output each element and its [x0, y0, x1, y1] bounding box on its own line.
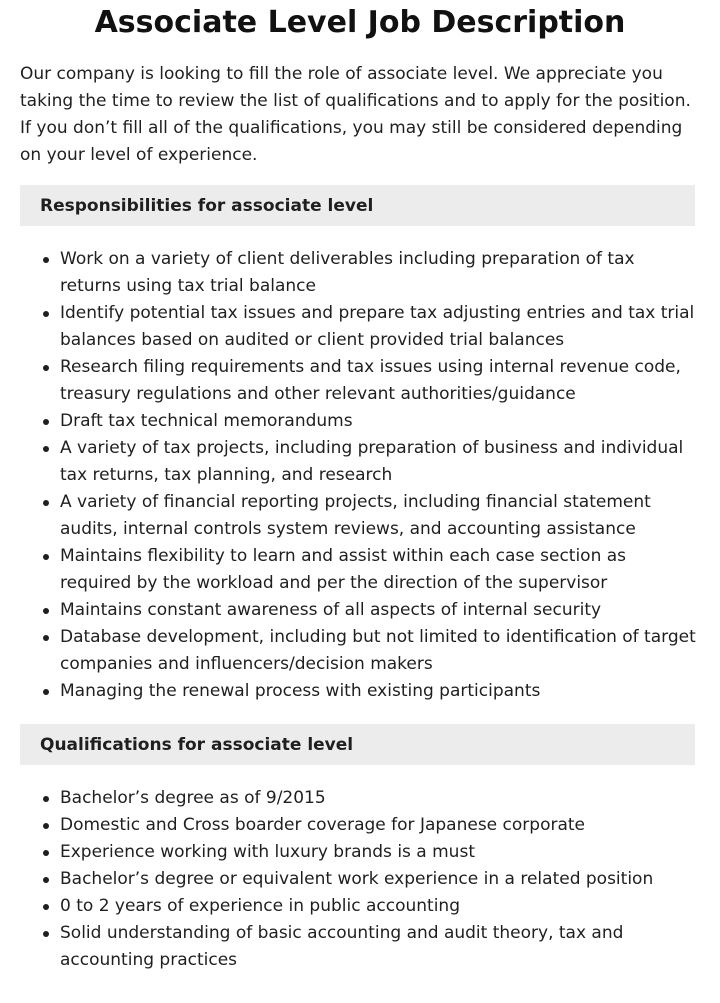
- list-item: [60, 920, 698, 974]
- list-item: [60, 489, 698, 543]
- bullet-icon: [43, 877, 49, 883]
- responsibilities-list: [0, 246, 720, 705]
- list-item-text: Work on a variety of client deliverables including preparation of tax returns using tax trial balance: [60, 249, 635, 296]
- bullet-icon: [43, 554, 49, 560]
- bullet-icon: [43, 419, 49, 425]
- bullet-icon: [43, 608, 49, 614]
- list-item-text: A variety of financial reporting projects, including financial statement audits, internal controls system reviews, and accounting assistance: [60, 492, 651, 539]
- list-item-text: Managing the renewal process with existing participants: [60, 681, 541, 701]
- list-item: [60, 812, 698, 839]
- list-item-text: Maintains flexibility to learn and assist within each case section as required by the workload and per the direction of the supervisor: [60, 546, 627, 593]
- bullet-icon: [43, 311, 49, 317]
- list-item: [60, 543, 698, 597]
- list-item: [60, 435, 698, 489]
- list-item-text: Identify potential tax issues and prepare tax adjusting entries and tax trial balances based on audited or client provided trial balances: [60, 303, 695, 350]
- list-item-text: 0 to 2 years of experience in public accounting: [60, 896, 460, 916]
- bullet-icon: [43, 904, 49, 910]
- list-item-text: Bachelor’s degree or equivalent work experience in a related position: [60, 869, 654, 889]
- bullet-icon: [43, 500, 49, 506]
- list-item-text: Database development, including but not limited to identification of target companies and influencers/decision makers: [60, 627, 696, 674]
- bullet-icon: [43, 823, 49, 829]
- list-item-text: Domestic and Cross boarder coverage for Japanese corporate: [60, 815, 585, 835]
- bullet-icon: [43, 365, 49, 371]
- bullet-icon: [43, 635, 49, 641]
- bullet-icon: [43, 689, 49, 695]
- list-item: [60, 246, 698, 300]
- list-item-text: Solid understanding of basic accounting and audit theory, tax and accounting practices: [60, 923, 624, 970]
- list-item: [60, 597, 698, 624]
- list-item-text: Bachelor’s degree as of 9/2015: [60, 788, 326, 808]
- list-item-text: A variety of tax projects, including preparation of business and individual tax returns, tax planning, and research: [60, 438, 684, 485]
- qualifications-list: [0, 785, 720, 974]
- list-item: [60, 839, 698, 866]
- qualifications-heading: Qualifications for associate level: [20, 724, 695, 765]
- bullet-icon: [43, 257, 49, 263]
- list-item: [60, 624, 698, 678]
- responsibilities-heading: Responsibilities for associate level: [20, 185, 695, 226]
- bullet-icon: [43, 446, 49, 452]
- list-item-text: Maintains constant awareness of all aspects of internal security: [60, 600, 602, 620]
- list-item-text: Research filing requirements and tax issues using internal revenue code, treasury regulations and other relevant authorities/guidance: [60, 357, 681, 404]
- page-title: Associate Level Job Description: [94, 5, 626, 40]
- list-item: [60, 893, 698, 920]
- list-item: [60, 678, 698, 705]
- list-item-text: Draft tax technical memorandums: [60, 411, 353, 431]
- intro-paragraph: Our company is looking to fill the role of associate level. We appreciate you taking the time to review the list of qualifications and to apply for the position. If you don’t fill all of the qualifications, you may still be considered depending on your level of experience.: [20, 64, 691, 165]
- bullet-icon: [43, 850, 49, 856]
- list-item: [60, 354, 698, 408]
- bullet-icon: [43, 796, 49, 802]
- list-item: [60, 866, 698, 893]
- list-item: [60, 785, 698, 812]
- list-item: [60, 408, 698, 435]
- bullet-icon: [43, 931, 49, 937]
- list-item-text: Experience working with luxury brands is a must: [60, 842, 475, 862]
- list-item: [60, 300, 698, 354]
